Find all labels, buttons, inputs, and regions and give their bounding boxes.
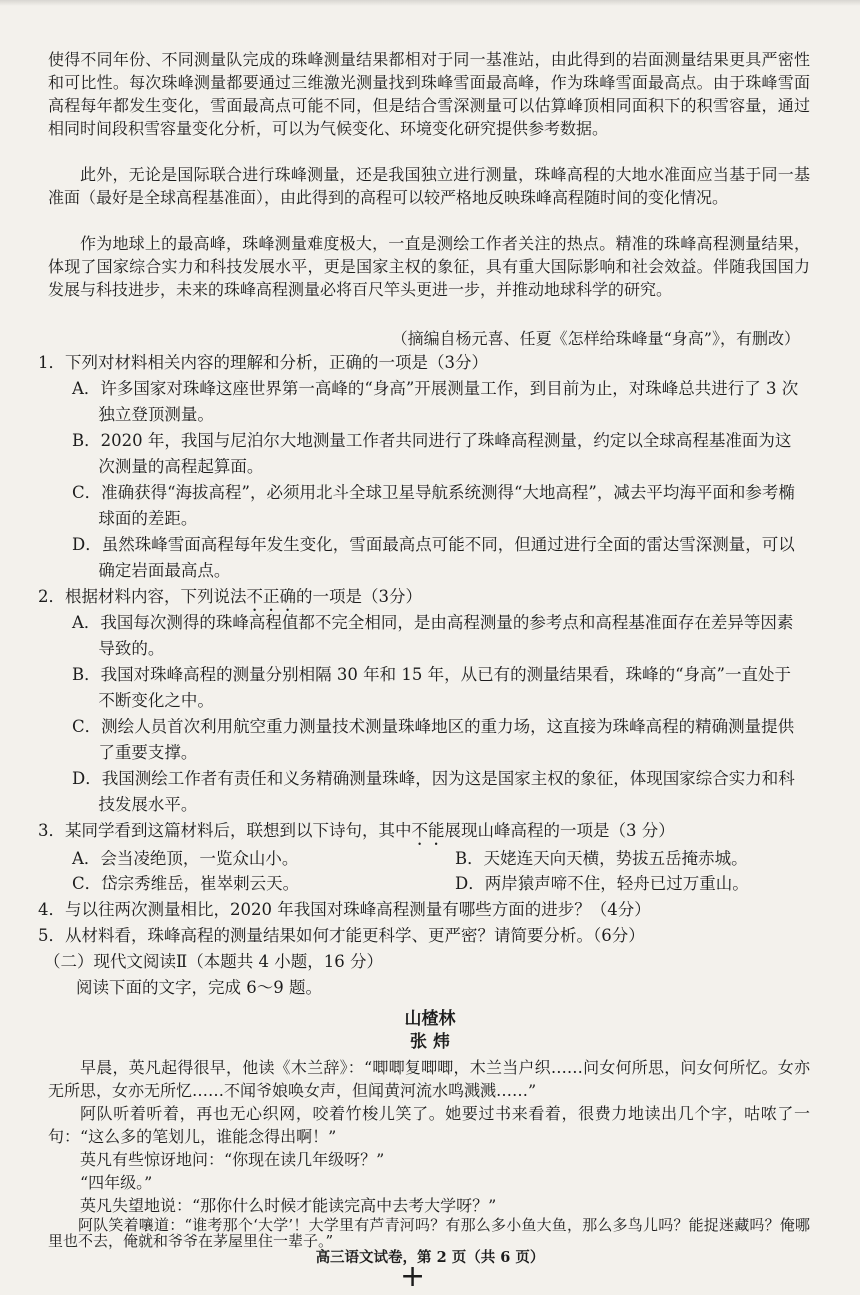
story-author: 张 炜 — [410, 1032, 450, 1052]
q2-option-a: A．我国每次测得的珠峰高程值都不完全相同，是由高程测量的参考点和高程基准面存在差异等因素导致的。 — [72, 613, 794, 658]
story-title: 山楂林 — [404, 1009, 456, 1029]
passage1-paragraph-2: 此外，无论是国际联合进行珠峰测量，还是我国独立进行测量，珠峰高程的大地水准面应当基于同一基准面（最好是全球高程基准面），由此得到的高程可以较严格地反映珠峰高程随时间的变化情况。 — [48, 165, 810, 207]
q3-option-b: B．天姥连天向天横，势拔五岳掩赤城。 — [455, 849, 748, 868]
story-paragraph-5: 英凡失望地说：“那你什么时候才能读完高中去考大学呀？” — [80, 1196, 497, 1215]
story-paragraph-6: 阿队笑着嚷道：“谁考那个‘大学’！大学里有芦青河吗？有那么多小鱼大鱼，那么多鸟儿吗？能捉迷藏吗？俺哪里也不去，俺就和爷爷在茅屋里住一辈子。” — [48, 1216, 810, 1250]
scan-edge — [0, 0, 860, 6]
registration-cross-mark: + — [400, 1259, 426, 1294]
q4-stem: 4．与以往两次测量相比，2020 年我国对珠峰高程测量有哪些方面的进步？（4分） — [38, 900, 651, 919]
passage1-paragraph-1: 使得不同年份、不同测量队完成的珠峰测量结果都相对于同一基准站，由此得到的岩面测量结果更具严密性和可比性。每次珠峰测量都要通过三维激光测量找到珠峰雪面最高峰，作为珠峰雪面最高点。由于珠峰雪面高程每年都发生变化，雪面最高点可能不同，但是结合雪深测量可以估算峰顶相同面积下的积雪容量，通过相同时间段积雪容量变化分析，可以为气候变化、环境变化研究提供参考数据。 — [48, 50, 810, 138]
story-paragraph-2: 阿队听着听着，再也无心织网，咬着竹梭儿笑了。她要过书来看着，很费力地读出几个字，咕哝了一句：“这么多的笔划儿，谁能念得出啊！” — [48, 1104, 810, 1146]
q1-option-d: D．虽然珠峰雪面高程每年发生变化，雪面最高点可能不同，但通过进行全面的雷达雪深测量，可以确定岩面最高点。 — [72, 535, 795, 580]
page-footer: 高三语文试卷，第 2 页（共 6 页） — [315, 1249, 545, 1266]
story-paragraph-1: 早晨，英凡起得很早，他读《木兰辞》：“唧唧复唧唧，木兰当户织……问女何所思，问女何所忆。女亦无所思，女亦无所忆……不闻爷娘唤女声，但闻黄河流水鸣溅溅……” — [48, 1058, 810, 1100]
story-paragraph-4: “四年级。” — [80, 1173, 153, 1192]
q3-option-c: C．岱宗秀维岳，崔崒刺云天。 — [72, 874, 300, 893]
q2-option-c: C．测绘人员首次利用航空重力测量技术测量珠峰地区的重力场，这直接为珠峰高程的精确测量提供了重要支撑。 — [72, 717, 795, 762]
q2-stem-a: 2．根据材料内容，下列说法 — [38, 587, 247, 606]
passage1-paragraph-3: 作为地球上的最高峰，珠峰测量难度极大，一直是测绘工作者关注的热点。精准的珠峰高程测量结果，体现了国家综合实力和科技发展水平，更是国家主权的象征，具有重大国际影响和社会效益。伴随我国国力发展与科技进步，未来的珠峰高程测量必将百尺竿头更进一步，并推动地球科学的研究。 — [48, 234, 810, 299]
q3-option-a: A．会当凌绝顶，一览众山小。 — [72, 849, 299, 868]
q3-option-d: D．两岸猿声啼不住，轻舟已过万重山。 — [455, 874, 749, 893]
section2-heading: （二）现代文阅读Ⅱ（本题共 4 小题，16 分） — [44, 952, 383, 971]
q3-stem — [38, 818, 808, 849]
q1-option-a: A．许多国家对珠峰这座世界第一高峰的“身高”开展测量工作，到目前为止，对珠峰总共进行了 3 次独立登顶测量。 — [72, 379, 799, 424]
q5-stem: 5．从材料看，珠峰高程的测量结果如何才能更科学、更严密？请简要分析。（6分） — [38, 926, 645, 945]
q1-stem: 1．下列对材料相关内容的理解和分析，正确的一项是（3分） — [38, 353, 488, 372]
q2-option-d: D．我国测绘工作者有责任和义务精确测量珠峰，因为这是国家主权的象征，体现国家综合实力和科技发展水平。 — [72, 769, 795, 814]
q3-stem-emphasis: 不能 — [411, 821, 445, 840]
q3-stem-b: 展现山峰高程的一项是（3 分） — [444, 821, 675, 840]
q1-option-c: C．准确获得“海拔高程”，必须用北斗全球卫星导航系统测得“大地高程”，减去平均海平面和参考椭球面的差距。 — [72, 483, 795, 528]
section2-instruction: 阅读下面的文字，完成 6～9 题。 — [76, 978, 322, 997]
q2-stem-b: 的一项是（3分） — [296, 587, 422, 606]
story-paragraph-3: 英凡有些惊讶地问：“你现在读几年级呀？” — [80, 1150, 385, 1169]
q2-stem-emphasis: 不正确 — [246, 587, 296, 606]
q1-option-b: B．2020 年，我国与尼泊尔大地测量工作者共同进行了珠峰高程测量，约定以全球高程基准面为这次测量的高程起算面。 — [72, 431, 792, 476]
q2-option-b: B．我国对珠峰高程的测量分别相隔 30 年和 15 年，从已有的测量结果看，珠峰的“身高”一直处于不断变化之中。 — [72, 665, 791, 710]
q3-stem-a: 3．某同学看到这篇材料后，联想到以下诗句，其中 — [38, 821, 412, 840]
passage1-source: （摘编自杨元喜、任夏《怎样给珠峰量“身高”》，有删改） — [391, 329, 800, 348]
